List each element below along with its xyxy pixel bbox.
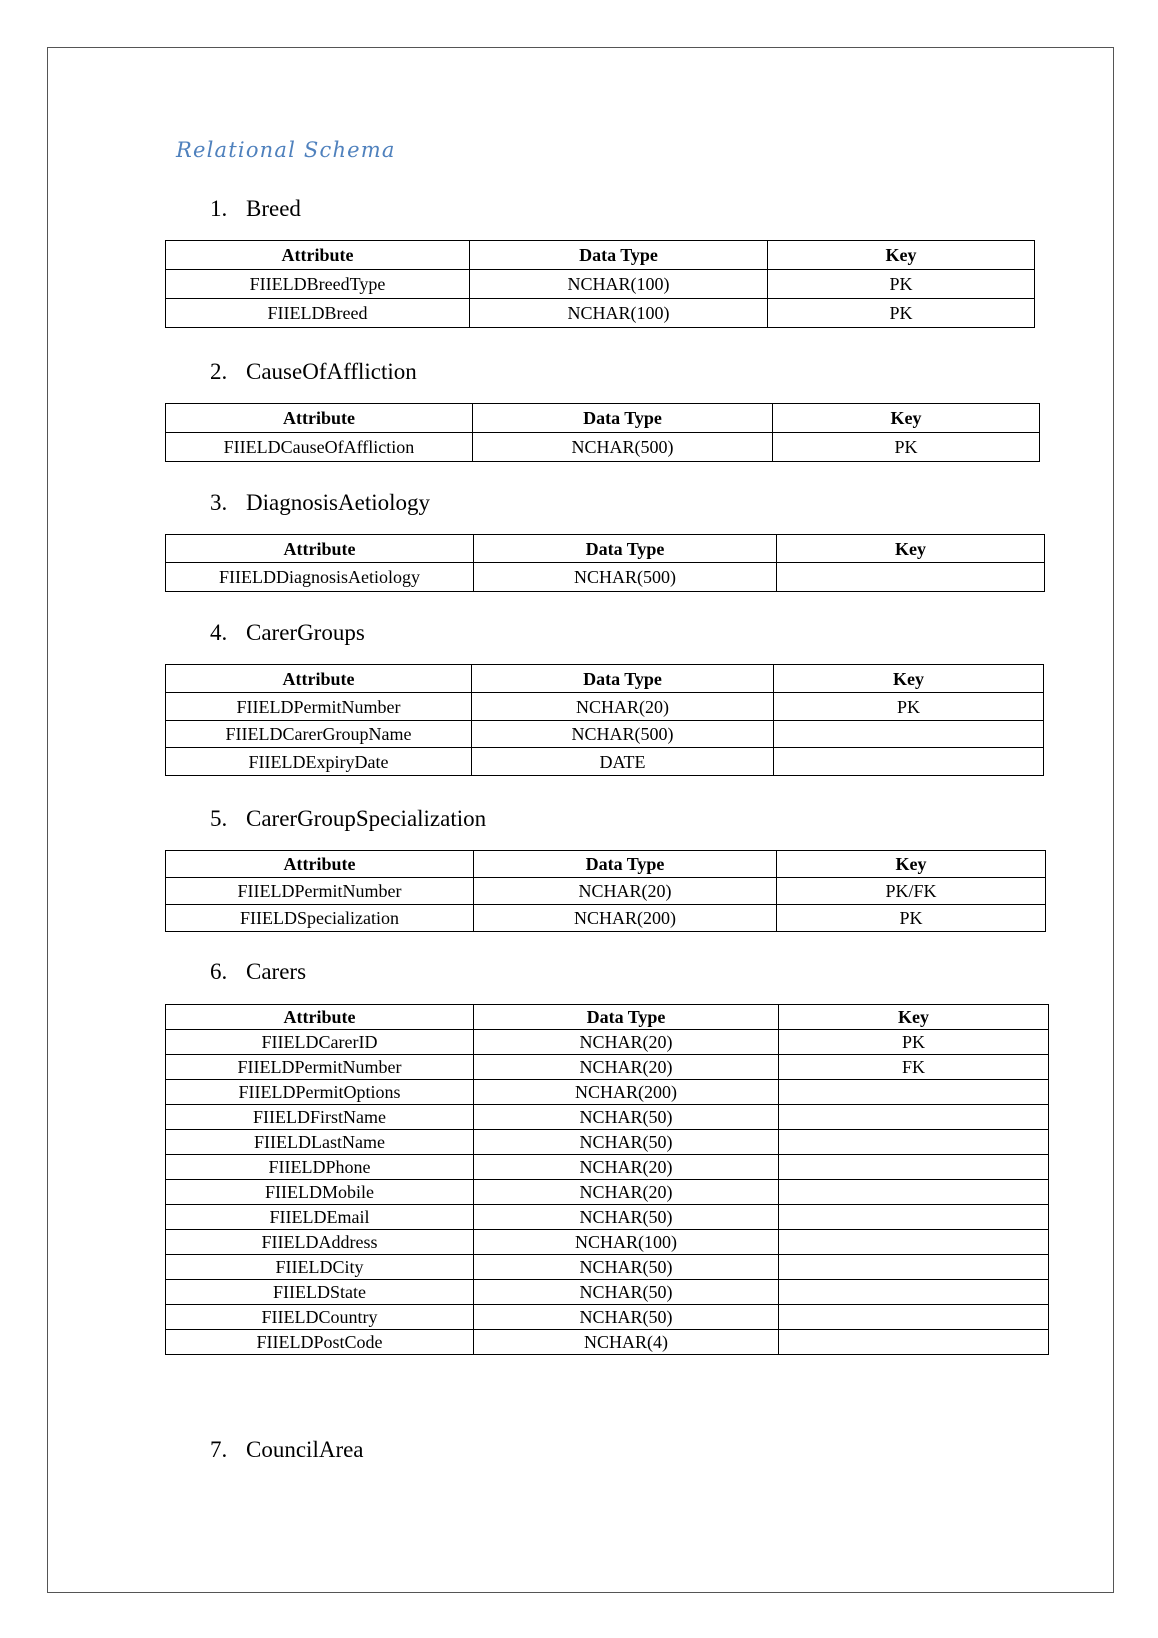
cell-data-type: NCHAR(100) [474,1230,779,1255]
table-row [166,270,1035,299]
table-row [166,1305,1049,1330]
section-name: CouncilArea [246,1437,364,1462]
section-number: 7. [210,1437,228,1462]
cell-attribute: FIIELDState [166,1280,474,1305]
cell-key [779,1155,1049,1180]
table-row [166,1205,1049,1230]
table-row [166,299,1035,328]
table-row [166,878,1046,905]
cell-attribute: FIIELDCarerGroupName [166,721,472,748]
cell-attribute: FIIELDPermitOptions [166,1080,474,1105]
section-title-carer-group-specialization [210,806,486,832]
section-number: 1. [210,196,228,221]
section-number: 2. [210,359,228,384]
table-row [166,1155,1049,1180]
table-row [166,1130,1049,1155]
cell-attribute: FIIELDCauseOfAffliction [166,433,473,462]
header-attribute: Attribute [166,1005,474,1030]
header-attribute: Attribute [166,851,474,878]
cell-key: PK [779,1030,1049,1055]
table-row [166,433,1040,462]
section-number: 4. [210,620,228,645]
table-header-row [166,404,1040,433]
cell-attribute: FIIELDPermitNumber [166,693,472,721]
cell-data-type: NCHAR(20) [472,693,774,721]
table-header-row [166,665,1044,693]
section-title-council-area [210,1437,364,1463]
cell-attribute: FIIELDPermitNumber [166,878,474,905]
cell-key [779,1105,1049,1130]
cell-attribute: FIIELDPostCode [166,1330,474,1355]
cell-key [779,1080,1049,1105]
cell-key [779,1205,1049,1230]
cell-key [774,721,1044,748]
table-header-row [166,1005,1049,1030]
table-row [166,1255,1049,1280]
header-attribute: Attribute [166,665,472,693]
cell-attribute: FIIELDPermitNumber [166,1055,474,1080]
cell-key: PK [768,270,1035,299]
cell-key: PK [768,299,1035,328]
table-carer-group-specialization [165,850,1046,932]
cell-data-type: NCHAR(20) [474,1155,779,1180]
table-header-row [166,241,1035,270]
header-key: Key [768,241,1035,270]
cell-data-type: NCHAR(500) [473,433,773,462]
cell-data-type: NCHAR(50) [474,1105,779,1130]
cell-attribute: FIIELDBreedType [166,270,470,299]
cell-attribute: FIIELDCountry [166,1305,474,1330]
header-attribute: Attribute [166,404,473,433]
section-name: CarerGroups [246,620,365,645]
section-name: CauseOfAffliction [246,359,417,384]
cell-data-type: NCHAR(20) [474,1030,779,1055]
table-breed [165,240,1035,328]
section-name: CarerGroupSpecialization [246,806,487,831]
cell-key [777,563,1045,592]
table-row [166,1030,1049,1055]
table-header-row [166,851,1046,878]
cell-attribute: FIIELDSpecialization [166,905,474,932]
cell-key [779,1180,1049,1205]
table-row [166,721,1044,748]
section-name: Breed [246,196,301,221]
cell-data-type: NCHAR(20) [474,878,777,905]
table-row [166,1330,1049,1355]
section-name: DiagnosisAetiology [246,490,430,515]
cell-data-type: NCHAR(500) [472,721,774,748]
table-row [166,563,1045,592]
cell-attribute: FIIELDPhone [166,1155,474,1180]
cell-data-type: NCHAR(500) [474,563,777,592]
section-number: 3. [210,490,228,515]
cell-key: PK [774,693,1044,721]
cell-data-type: NCHAR(100) [470,299,768,328]
cell-key [779,1255,1049,1280]
cell-key [779,1230,1049,1255]
table-row [166,1280,1049,1305]
header-data-type: Data Type [473,404,773,433]
header-key: Key [777,851,1046,878]
cell-data-type: NCHAR(100) [470,270,768,299]
table-row [166,748,1044,776]
table-row [166,1105,1049,1130]
section-title-carers [210,959,306,985]
header-attribute: Attribute [166,241,470,270]
table-row [166,1230,1049,1255]
table-row [166,1080,1049,1105]
cell-data-type: NCHAR(4) [474,1330,779,1355]
cell-key: FK [779,1055,1049,1080]
table-row [166,693,1044,721]
cell-attribute: FIIELDLastName [166,1130,474,1155]
cell-data-type: NCHAR(50) [474,1130,779,1155]
cell-key: PK [773,433,1040,462]
cell-key [779,1305,1049,1330]
cell-data-type: NCHAR(20) [474,1180,779,1205]
cell-key [774,748,1044,776]
table-row [166,1055,1049,1080]
cell-data-type: NCHAR(20) [474,1055,779,1080]
cell-attribute: FIIELDBreed [166,299,470,328]
page-title: Relational Schema [176,138,396,162]
header-data-type: Data Type [474,535,777,563]
header-key: Key [777,535,1045,563]
cell-key [779,1130,1049,1155]
cell-data-type: DATE [472,748,774,776]
table-carer-groups [165,664,1044,776]
table-carers [165,1004,1049,1355]
table-cause-of-affliction [165,403,1040,462]
cell-attribute: FIIELDExpiryDate [166,748,472,776]
table-header-row [166,535,1045,563]
header-data-type: Data Type [472,665,774,693]
cell-attribute: FIIELDAddress [166,1230,474,1255]
cell-attribute: FIIELDDiagnosisAetiology [166,563,474,592]
section-number: 5. [210,806,228,831]
cell-attribute: FIIELDEmail [166,1205,474,1230]
table-diagnosis-aetiology [165,534,1045,592]
cell-key: PK/FK [777,878,1046,905]
header-data-type: Data Type [474,1005,779,1030]
section-title-breed [210,196,301,222]
cell-data-type: NCHAR(50) [474,1255,779,1280]
cell-attribute: FIIELDMobile [166,1180,474,1205]
table-row [166,905,1046,932]
cell-data-type: NCHAR(200) [474,905,777,932]
header-key: Key [774,665,1044,693]
cell-data-type: NCHAR(50) [474,1205,779,1230]
section-title-cause-of-affliction [210,359,417,385]
header-data-type: Data Type [470,241,768,270]
cell-data-type: NCHAR(200) [474,1080,779,1105]
cell-data-type: NCHAR(50) [474,1305,779,1330]
table-row [166,1180,1049,1205]
cell-attribute: FIIELDFirstName [166,1105,474,1130]
header-attribute: Attribute [166,535,474,563]
header-data-type: Data Type [474,851,777,878]
cell-attribute: FIIELDCity [166,1255,474,1280]
cell-key [779,1280,1049,1305]
cell-key [779,1330,1049,1355]
cell-data-type: NCHAR(50) [474,1280,779,1305]
cell-key: PK [777,905,1046,932]
section-title-diagnosis-aetiology [210,490,430,516]
section-name: Carers [246,959,307,984]
header-key: Key [773,404,1040,433]
section-number: 6. [210,959,228,984]
section-title-carer-groups [210,620,365,646]
cell-attribute: FIIELDCarerID [166,1030,474,1055]
header-key: Key [779,1005,1049,1030]
